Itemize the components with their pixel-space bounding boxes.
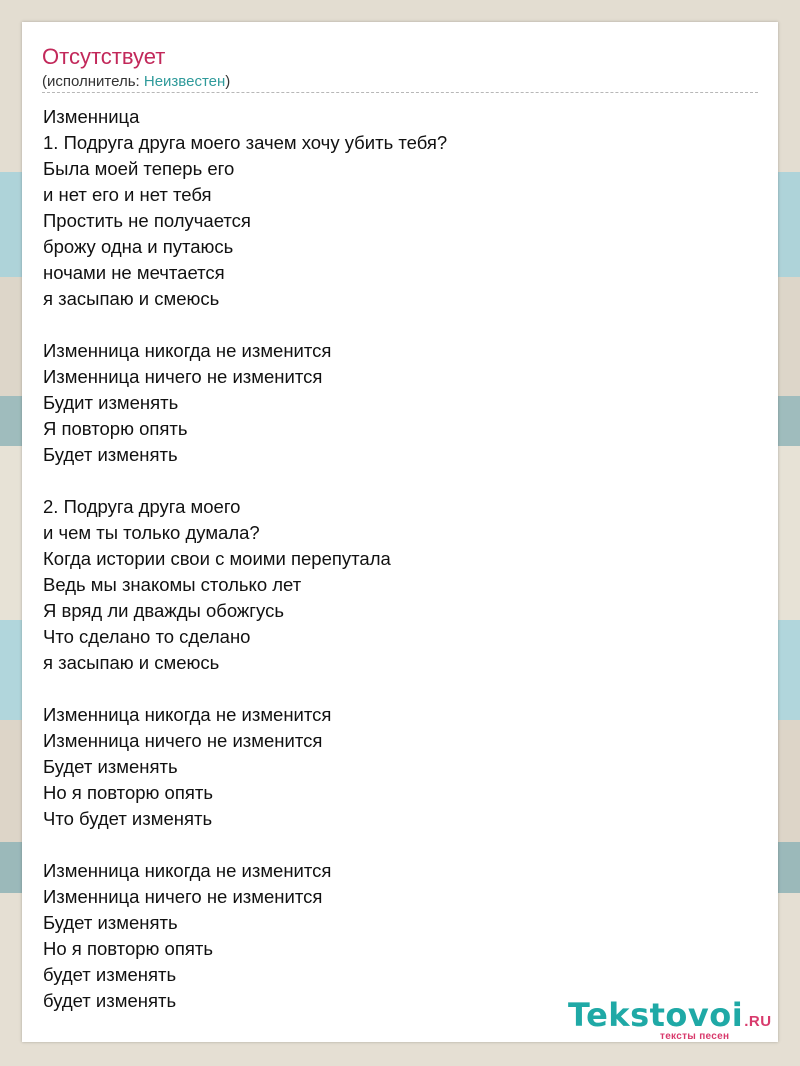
lyric-line: и нет его и нет тебя <box>43 184 212 205</box>
lyric-line: Я повторю опять <box>43 418 188 439</box>
artist-line <box>42 72 230 92</box>
lyric-line: Я вряд ли дважды обожгусь <box>43 600 284 621</box>
song-title: Отсутствует <box>42 44 166 69</box>
site-logo[interactable] <box>568 997 778 1043</box>
logo-tagline: тексты песен <box>660 1031 730 1042</box>
lyric-blank-line <box>43 832 447 858</box>
lyric-line: я засыпаю и смеюсь <box>43 652 220 673</box>
lyric-line: Изменница ничего не изменится <box>43 730 323 751</box>
lyric-line: 2. Подруга друга моего <box>43 496 241 517</box>
lyric-line: Была моей теперь его <box>43 158 235 179</box>
lyric-line: 1. Подруга друга моего зачем хочу убить тебя? <box>43 132 448 153</box>
lyric-line: я засыпаю и смеюсь <box>43 288 220 309</box>
title-divider <box>42 92 758 93</box>
lyric-line: Будет изменять <box>43 756 178 777</box>
lyric-line: Простить не получается <box>43 210 251 231</box>
lyric-line: Что будет изменять <box>43 808 213 829</box>
lyric-line: и чем ты только думала? <box>43 522 260 543</box>
lyric-line: брожу одна и путаюсь <box>43 236 234 257</box>
lyric-line: Ведь мы знакомы столько лет <box>43 574 302 595</box>
lyric-line: Изменница никогда не изменится <box>43 860 332 881</box>
logo-name: Tekstovoi <box>568 996 744 1034</box>
lyric-blank-line <box>43 312 447 338</box>
lyric-line: Будет изменять <box>43 444 178 465</box>
lyric-line: Будит изменять <box>43 392 179 413</box>
lyric-line: Изменница ничего не изменится <box>43 886 323 907</box>
logo-tld: .RU <box>744 1013 772 1030</box>
lyric-line: Что сделано то сделано <box>43 626 251 647</box>
lyrics-card <box>22 22 778 1042</box>
lyric-line: Изменница никогда не изменится <box>43 340 332 361</box>
lyrics-text <box>43 104 447 1014</box>
lyric-blank-line <box>43 676 447 702</box>
lyric-line: Изменница никогда не изменится <box>43 704 332 725</box>
lyric-line: Будет изменять <box>43 912 178 933</box>
lyric-blank-line <box>43 468 447 494</box>
artist-suffix: ) <box>225 73 231 90</box>
artist-link[interactable]: Неизвестен <box>143 73 226 90</box>
lyric-line: ночами не мечтается <box>43 262 225 283</box>
lyric-line: будет изменять <box>43 990 177 1011</box>
lyric-line: Но я повторю опять <box>43 938 213 959</box>
lyric-line: Изменница ничего не изменится <box>43 366 323 387</box>
lyric-line: Но я повторю опять <box>43 782 213 803</box>
lyric-line: будет изменять <box>43 964 177 985</box>
lyric-line: Когда истории свои с моими перепутала <box>43 548 391 569</box>
lyric-line: Изменница <box>43 106 140 127</box>
artist-prefix: (исполнитель: <box>42 73 144 90</box>
